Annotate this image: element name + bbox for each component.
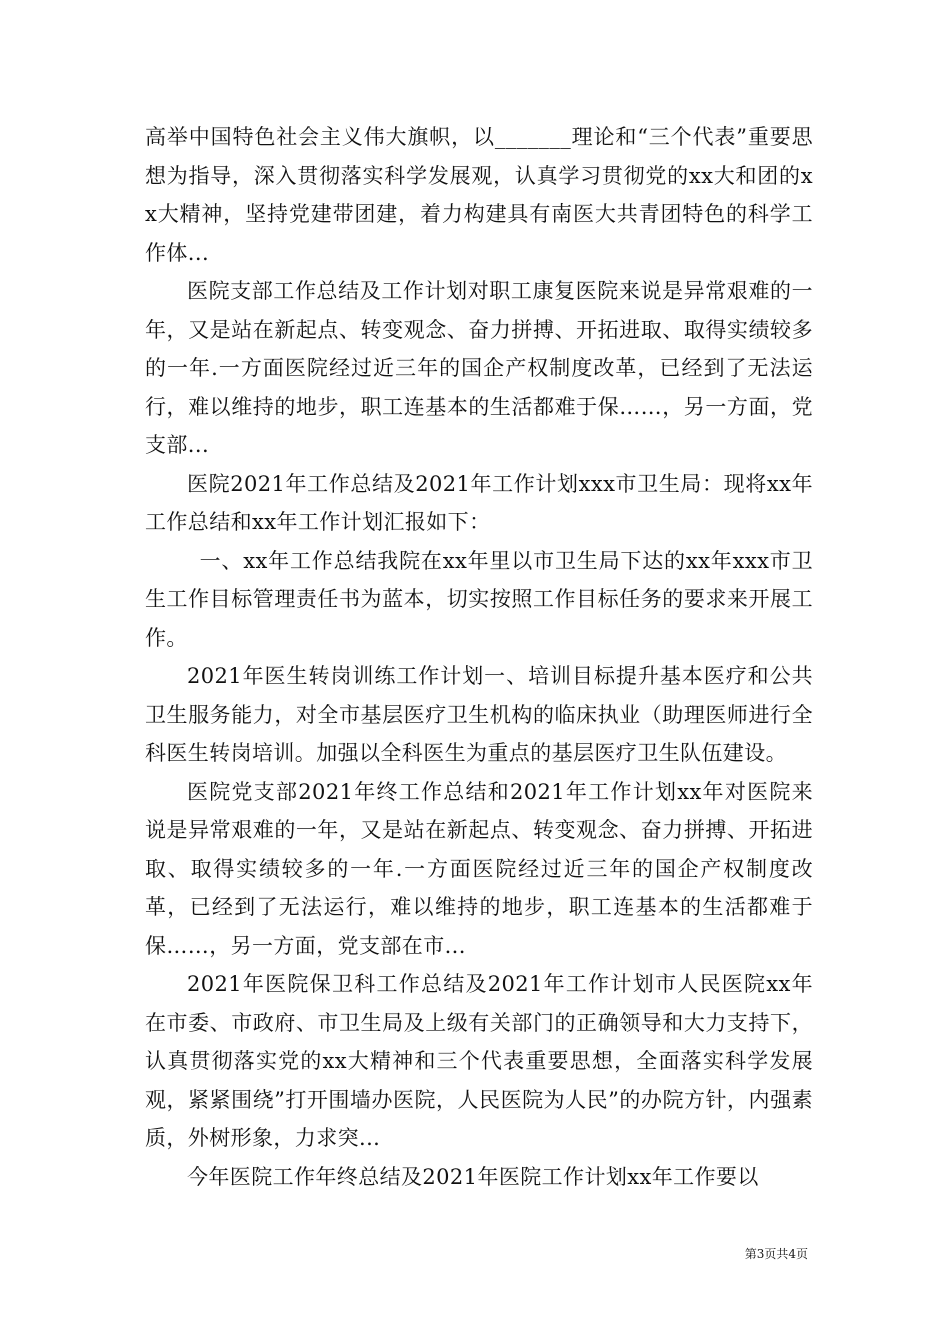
paragraph-1: 高举中国特色社会主义伟大旗帜，以_______理论和“三个代表”重要思想为指导，深入贯彻落实科学发展观，认真学习贯彻党的xx大和团的xx大精神，坚持党建带团建，着力构建具有南医大共青团特色的科学工作体... bbox=[145, 125, 813, 265]
document-body bbox=[145, 118, 813, 1196]
paragraph-4: 一、xx年工作总结我院在xx年里以市卫生局下达的xx年xxx市卫生工作目标管理责任书为蓝本，切实按照工作目标任务的要求来开展工作。 bbox=[145, 548, 813, 650]
paragraph-7: 2021年医院保卫科工作总结及2021年工作计划市人民医院xx年在市委、市政府、市卫生局及上级有关部门的正确领导和大力支持下，认真贯彻落实党的xx大精神和三个代表重要思想，全面落实科学发展观，紧紧围绕”打开围墙办医院，人民医院为人民”的办院方针，内强素质，外树形象，力求突... bbox=[145, 972, 813, 1150]
page-number: 第3页共4页 bbox=[744, 1247, 808, 1261]
paragraph-6: 医院党支部2021年终工作总结和2021年工作计划xx年对医院来说是异常艰难的一年，又是站在新起点、转变观念、奋力拼搏、开拓进取、取得实绩较多的一年.一方面医院经过近三年的国企产权制度改革，已经到了无法运行，难以维持的地步，职工连基本的生活都难于保……，另一方面，党支部在市... bbox=[145, 779, 813, 958]
paragraph-5: 2021年医生转岗训练工作计划一、培训目标提升基本医疗和公共卫生服务能力，对全市基层医疗卫生机构的临床执业（助理医师进行全科医生转岗培训。加强以全科医生为重点的基层医疗卫生队伍建设。 bbox=[145, 664, 813, 765]
paragraph-3: 医院2021年工作总结及2021年工作计划xxx市卫生局：现将xx年工作总结和xx年工作计划汇报如下： bbox=[145, 471, 813, 534]
paragraph-2: 医院支部工作总结及工作计划对职工康复医院来说是异常艰难的一年，又是站在新起点、转变观念、奋力拼搏、开拓进取、取得实绩较多的一年.一方面医院经过近三年的国企产权制度改革，已经到了无法运行，难以维持的地步，职工连基本的生活都难于保……，另一方面，党支部... bbox=[145, 279, 813, 457]
paragraph-8: 今年医院工作年终总结及2021年医院工作计划xx年工作要以 bbox=[187, 1164, 759, 1189]
